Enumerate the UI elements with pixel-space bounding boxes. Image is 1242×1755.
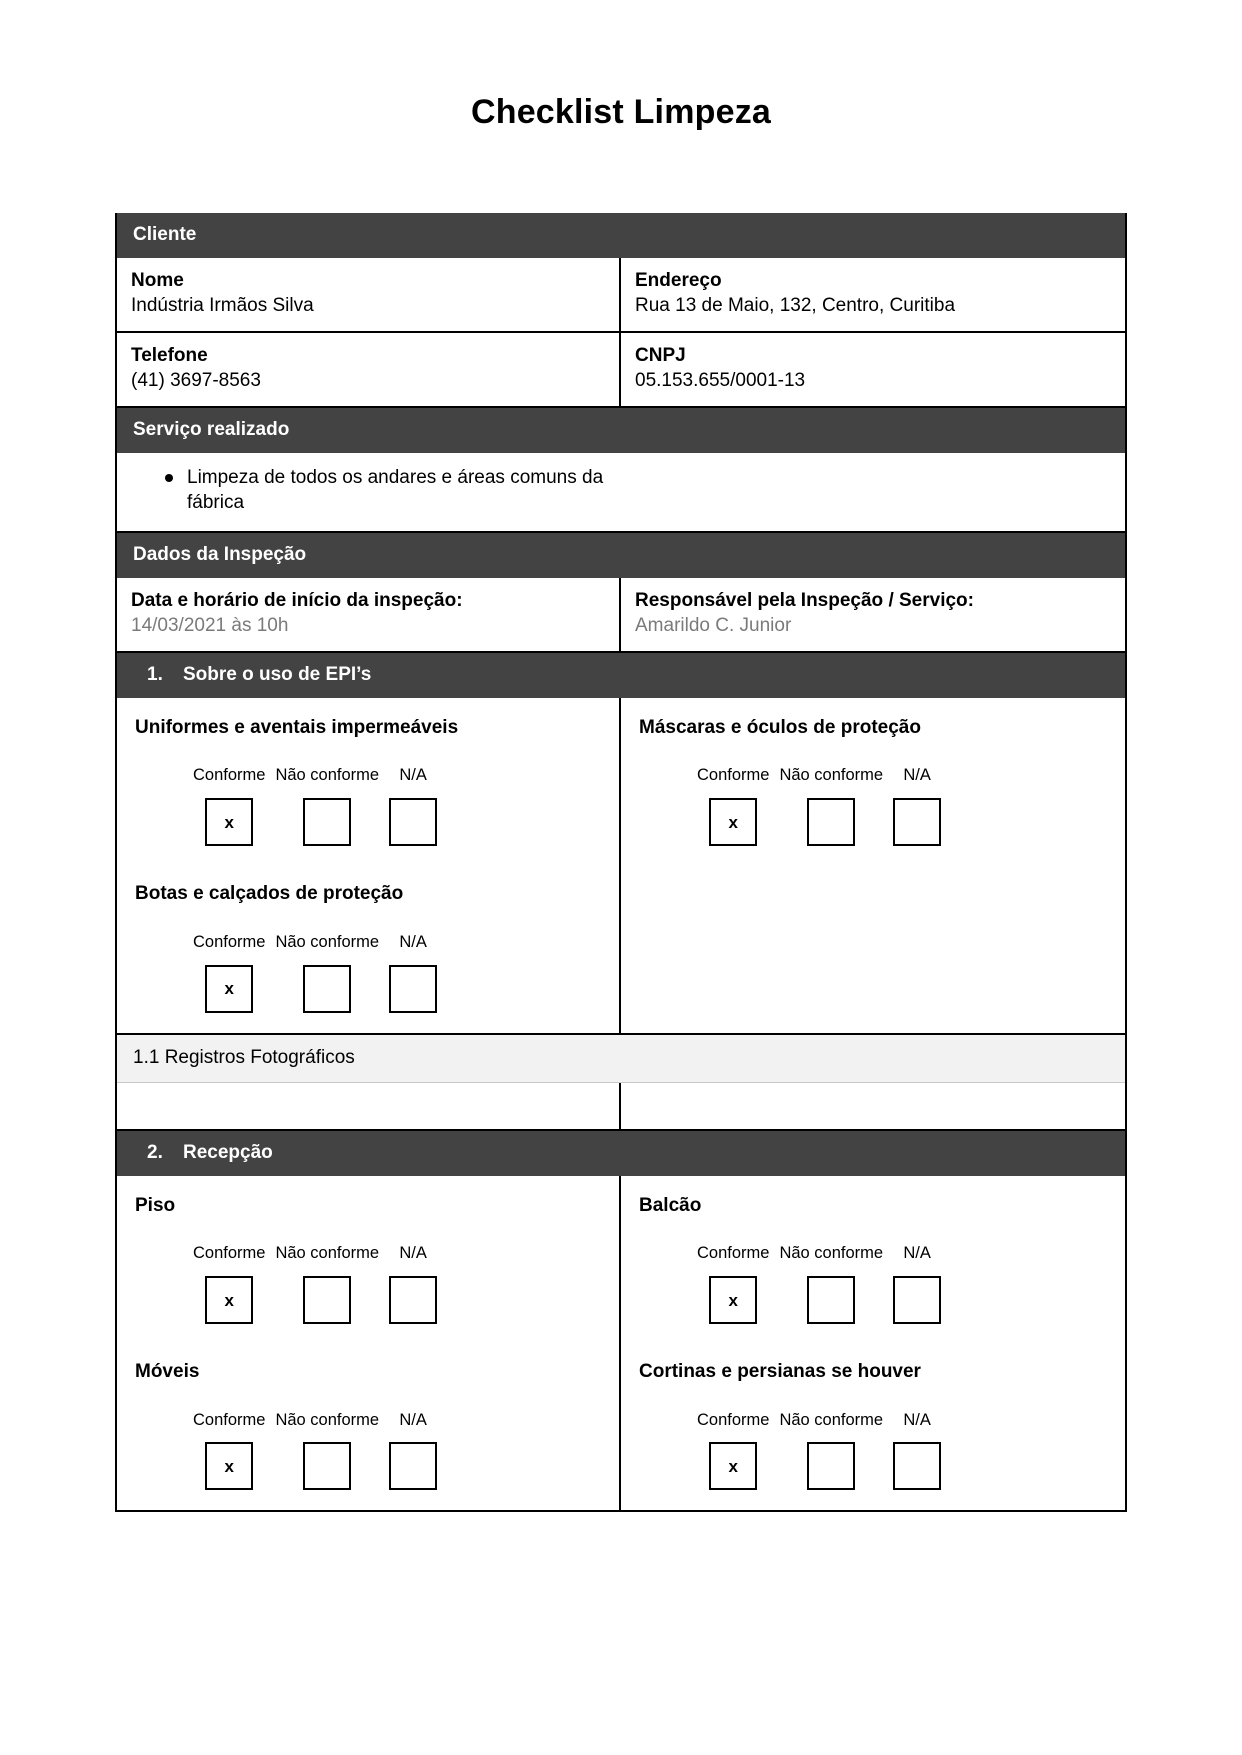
table-row-inspecao	[117, 578, 1125, 653]
table-row-nome-endereco	[117, 258, 1125, 333]
field-telefone	[117, 333, 621, 406]
field-label: Data e horário de início da inspeção:	[131, 589, 463, 611]
option-conforme[interactable]	[697, 766, 769, 846]
option-label: Conforme	[193, 766, 266, 785]
option-label: Conforme	[697, 1244, 770, 1263]
checkbox-na[interactable]	[389, 1442, 437, 1490]
photo-slot-right	[621, 1083, 1125, 1129]
option-group	[131, 1411, 605, 1491]
section-2-right-column	[621, 1176, 1125, 1511]
field-value: 14/03/2021 às 10h	[131, 615, 289, 637]
option-na[interactable]	[893, 1411, 941, 1491]
field-label: CNPJ	[635, 344, 686, 366]
option-label: Conforme	[193, 1410, 266, 1429]
item-label: Máscaras e óculos de proteção	[639, 716, 921, 738]
option-label: Não conforme	[275, 766, 380, 785]
option-label: Não conforme	[275, 1244, 380, 1263]
field-label: Telefone	[131, 344, 208, 366]
option-group	[131, 766, 605, 846]
checklist-table	[115, 213, 1127, 1513]
option-label: Conforme	[697, 766, 770, 785]
checkbox-na[interactable]	[893, 1276, 941, 1324]
option-conforme[interactable]	[697, 1244, 769, 1324]
option-label: N/A	[903, 1244, 931, 1263]
field-label: Responsável pela Inspeção / Serviço:	[635, 589, 974, 611]
checklist-item-balcao	[635, 1194, 1111, 1324]
option-na[interactable]	[389, 1244, 437, 1324]
section-header-cliente: Cliente	[117, 213, 1125, 258]
item-label: Piso	[135, 1194, 176, 1216]
option-label: Não conforme	[275, 932, 380, 951]
checkbox-na[interactable]	[389, 965, 437, 1013]
option-label: Conforme	[697, 1410, 770, 1429]
option-nao-conforme[interactable]	[275, 1411, 379, 1491]
table-row-telefone-cnpj	[117, 333, 1125, 408]
checkbox-nao-conforme[interactable]	[807, 798, 855, 846]
option-nao-conforme[interactable]	[275, 933, 379, 1013]
section-header-dados-inspecao: Dados da Inspeção	[117, 533, 1125, 578]
checklist-item-piso	[131, 1194, 605, 1324]
servico-list	[131, 465, 1111, 515]
checkbox-nao-conforme[interactable]	[303, 965, 351, 1013]
checkbox-nao-conforme[interactable]	[303, 1442, 351, 1490]
checkbox-na[interactable]	[893, 1442, 941, 1490]
checkbox-conforme[interactable]: x	[205, 1276, 253, 1324]
field-value: Indústria Irmãos Silva	[131, 295, 314, 317]
option-label: Conforme	[193, 1244, 266, 1263]
section-2-body	[117, 1176, 1125, 1513]
item-label: Cortinas e persianas se houver	[639, 1361, 921, 1382]
checklist-item-uniformes	[131, 716, 605, 846]
page-title: Checklist Limpeza	[470, 93, 772, 131]
section-title: Sobre o uso de EPI’s	[183, 664, 372, 686]
field-value: (41) 3697-8563	[131, 370, 261, 392]
checkbox-nao-conforme[interactable]	[807, 1442, 855, 1490]
field-nome	[117, 258, 621, 331]
option-label: Conforme	[193, 932, 266, 951]
option-na[interactable]	[389, 766, 437, 846]
option-na[interactable]	[389, 1411, 437, 1491]
section-number: 1.	[147, 664, 163, 686]
option-label: N/A	[399, 766, 427, 785]
checkbox-conforme[interactable]: x	[205, 798, 253, 846]
checkbox-conforme[interactable]: x	[709, 1442, 757, 1490]
field-value: Amarildo C. Junior	[635, 615, 792, 637]
option-nao-conforme[interactable]	[275, 766, 379, 846]
checkbox-na[interactable]	[389, 1276, 437, 1324]
checklist-item-mascaras	[635, 716, 1111, 846]
list-item: Limpeza de todos os andares e áreas comuns da fábrica	[187, 465, 617, 515]
option-label: N/A	[399, 1410, 427, 1429]
option-group	[635, 1244, 1111, 1324]
option-conforme[interactable]	[193, 1411, 265, 1491]
photo-slot-left	[117, 1083, 621, 1129]
checkbox-conforme[interactable]: x	[709, 1276, 757, 1324]
checklist-item-cortinas	[635, 1360, 1111, 1490]
checkbox-conforme[interactable]: x	[205, 1442, 253, 1490]
section-1-body	[117, 698, 1125, 1035]
option-label: Não conforme	[779, 1244, 884, 1263]
checkbox-nao-conforme[interactable]	[807, 1276, 855, 1324]
section-title: Recepção	[183, 1141, 273, 1163]
checkbox-na[interactable]	[389, 798, 437, 846]
option-conforme[interactable]	[697, 1411, 769, 1491]
field-endereco	[621, 258, 1125, 331]
option-label: N/A	[399, 1244, 427, 1263]
registros-fotograficos-placeholder	[117, 1083, 1125, 1131]
field-cnpj	[621, 333, 1125, 406]
section-header-servico-realizado: Serviço realizado	[117, 408, 1125, 453]
option-conforme[interactable]	[193, 933, 265, 1013]
field-label: Nome	[131, 269, 184, 291]
option-label: N/A	[399, 932, 427, 951]
item-label: Botas e calçados de proteção	[135, 883, 404, 905]
item-label: Uniformes e aventais impermeáveis	[135, 716, 459, 738]
checklist-item-botas	[131, 882, 605, 1012]
field-data-horario	[117, 578, 621, 651]
option-nao-conforme[interactable]	[779, 1411, 883, 1491]
option-conforme[interactable]	[193, 1244, 265, 1324]
checkbox-na[interactable]	[893, 798, 941, 846]
option-group	[131, 1244, 605, 1324]
servico-realizado-content	[117, 453, 1125, 533]
item-label: Móveis	[135, 1361, 200, 1382]
field-label: Endereço	[635, 269, 722, 291]
option-label: Não conforme	[779, 766, 884, 785]
option-nao-conforme[interactable]	[779, 766, 883, 846]
section-1-right-column	[621, 698, 1125, 1033]
option-group	[635, 766, 1111, 846]
option-label: Não conforme	[275, 1410, 380, 1429]
section-number: 2.	[147, 1141, 163, 1163]
field-responsavel	[621, 578, 1125, 651]
option-conforme[interactable]	[193, 766, 265, 846]
section-1-left-column	[117, 698, 621, 1033]
option-group	[131, 933, 605, 1013]
option-label: Não conforme	[779, 1410, 884, 1429]
checkbox-conforme[interactable]: x	[709, 798, 757, 846]
subsection-header-registros-fotograficos: 1.1 Registros Fotográficos	[117, 1035, 1125, 1083]
option-nao-conforme[interactable]	[275, 1244, 379, 1324]
item-label: Balcão	[639, 1194, 702, 1216]
checklist-item-moveis	[131, 1360, 605, 1490]
section-header-2-recepcao	[117, 1131, 1125, 1176]
option-na[interactable]	[893, 1244, 941, 1324]
option-na[interactable]	[893, 766, 941, 846]
section-header-1-epi	[117, 653, 1125, 698]
checkbox-nao-conforme[interactable]	[303, 798, 351, 846]
checkbox-conforme[interactable]: x	[205, 965, 253, 1013]
option-na[interactable]	[389, 933, 437, 1013]
option-label: N/A	[903, 766, 931, 785]
option-group	[635, 1411, 1111, 1491]
checkbox-nao-conforme[interactable]	[303, 1276, 351, 1324]
section-2-left-column	[117, 1176, 621, 1511]
option-nao-conforme[interactable]	[779, 1244, 883, 1324]
option-label: N/A	[903, 1410, 931, 1429]
field-value: 05.153.655/0001-13	[635, 370, 806, 392]
field-value: Rua 13 de Maio, 132, Centro, Curitiba	[635, 295, 956, 317]
